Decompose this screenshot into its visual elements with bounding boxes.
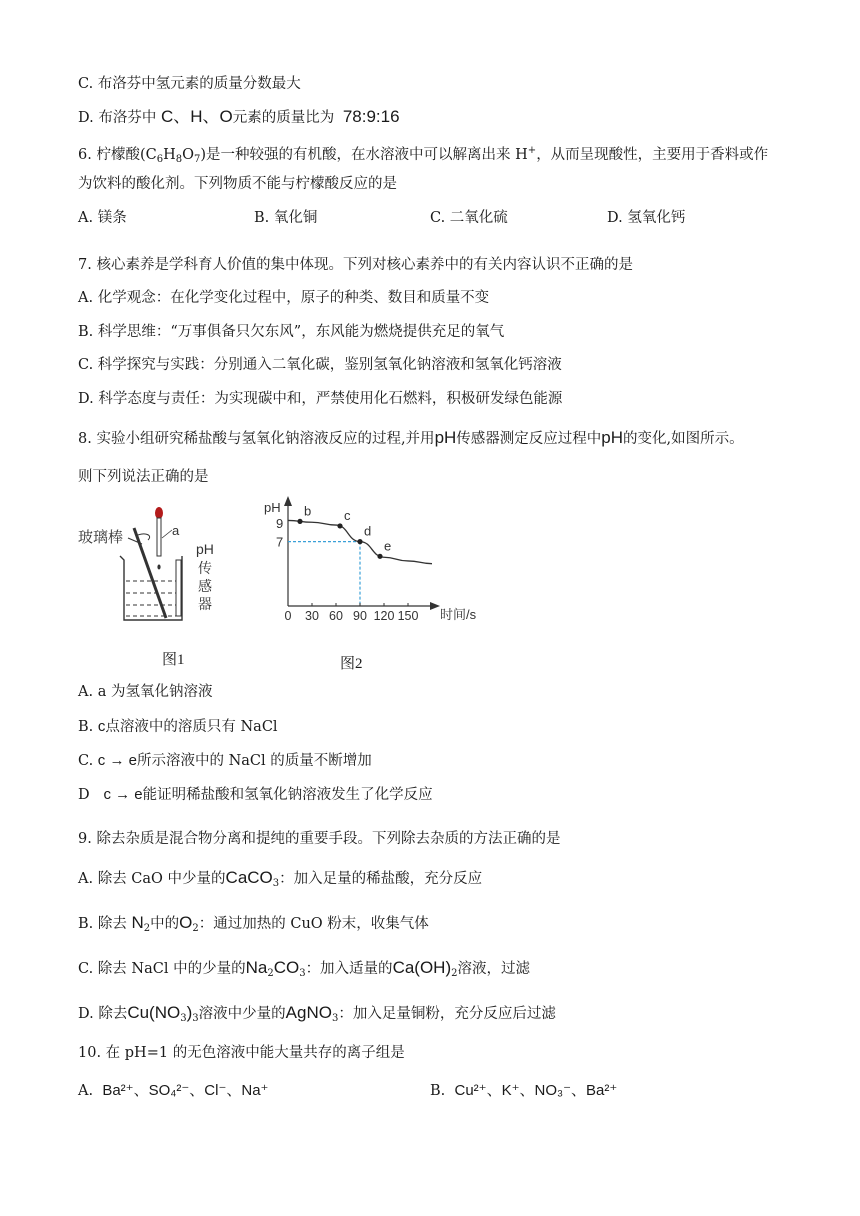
x-axis-arrow bbox=[430, 602, 440, 610]
q9a-t2: ：加入足量的稀盐酸，充分反应 bbox=[279, 871, 483, 887]
figure2-ph-chart bbox=[258, 490, 498, 630]
q9-stem: 9. 除去杂质是混合物分离和提纯的重要手段。下列除去杂质的方法正确的是 bbox=[78, 831, 561, 847]
q8-stem-line1 bbox=[78, 428, 744, 449]
labeled-points bbox=[297, 503, 391, 559]
q8b-text: 点溶液中的溶质只有 NaCl bbox=[105, 719, 278, 735]
q6-t2: H bbox=[163, 147, 176, 163]
sensor-label-2: 传 bbox=[198, 560, 212, 576]
q9c-sub1: 2 bbox=[267, 968, 274, 979]
point-d bbox=[357, 539, 362, 544]
point-b bbox=[297, 519, 302, 524]
y-axis-label: pH bbox=[264, 500, 281, 515]
q9d-sub3: 3 bbox=[331, 1013, 339, 1024]
q8d-range: c → e bbox=[103, 786, 143, 803]
figure2-caption: 图2 bbox=[340, 656, 363, 672]
q6-sub1: 6 bbox=[156, 154, 164, 165]
q5d-text-2: 元素的质量比为 bbox=[232, 110, 335, 126]
q9b-n: N bbox=[131, 913, 144, 932]
q10b-ions: Cu²⁺、K⁺、NO₃⁻、Ba²⁺ bbox=[454, 1082, 618, 1099]
q6-option-d: D. 氢氧化钙 bbox=[607, 210, 686, 226]
q8d-text: 能证明稀盐酸和氢氧化钠溶液发生了化学反应 bbox=[142, 787, 433, 803]
droplet bbox=[157, 565, 160, 570]
q10-option-a bbox=[78, 1081, 268, 1101]
q9-option-b bbox=[78, 913, 429, 939]
q8d-label: D bbox=[78, 787, 90, 803]
q8c-text: 所示溶液中的 NaCl 的质量不断增加 bbox=[136, 753, 372, 769]
q9b-nsub: 2 bbox=[143, 923, 151, 934]
q9c-co: CO bbox=[273, 958, 300, 977]
q9d-t1: D. 除去 bbox=[78, 1006, 128, 1022]
q10a-label: A. bbox=[78, 1083, 94, 1099]
y-tick-label: 9 bbox=[276, 516, 284, 532]
q8-ph2: pH bbox=[601, 428, 624, 447]
q9b-osub: 2 bbox=[192, 923, 199, 934]
point-label-d: d bbox=[364, 523, 372, 539]
q9b-o: O bbox=[179, 913, 193, 932]
q5d-elements: C、H、O bbox=[160, 107, 233, 126]
q8b-point: c bbox=[97, 718, 106, 735]
q9b-t2: 中的 bbox=[150, 916, 180, 932]
figure1-apparatus bbox=[78, 498, 238, 633]
y-tick-label: 7 bbox=[276, 534, 284, 550]
point-e bbox=[377, 554, 382, 559]
x-tick-label: 0 bbox=[284, 609, 292, 623]
q5d-text: D. 布洛芬中 bbox=[78, 110, 157, 126]
q8-ph1: pH bbox=[434, 428, 457, 447]
y-tick-labels bbox=[276, 516, 283, 549]
q9c-t1: C. 除去 NaCl 中的少量的 bbox=[78, 961, 246, 977]
q8b-label: B. bbox=[78, 719, 94, 735]
q7-option-b: B. 科学思维：“万事俱备只欠东风”，东风能为燃烧提供充足的氧气 bbox=[78, 324, 505, 340]
q6-t5: ，从而呈现酸性，主要用于香料或作 bbox=[536, 147, 769, 163]
x-tick-label: 90 bbox=[353, 609, 367, 623]
q6-option-c: C. 二氧化硫 bbox=[430, 210, 508, 226]
point-label-c: c bbox=[344, 507, 351, 523]
q7-option-a: A. 化学观念：在化学变化过程中，原子的种类、数目和质量不变 bbox=[78, 290, 490, 306]
ph-sensor bbox=[176, 560, 181, 616]
q9c-sub3: 2 bbox=[451, 968, 458, 979]
q8-option-d bbox=[78, 785, 433, 805]
q9c-caoh: Ca(OH) bbox=[392, 958, 452, 977]
q9d-ag: AgNO bbox=[285, 1003, 332, 1022]
q7-stem: 7. 核心素养是学科育人价值的集中体现。下列对核心素养中的有关内容认识不正确的是 bbox=[78, 257, 633, 273]
q9d-t2: 溶液中少量的 bbox=[198, 1006, 286, 1022]
q8c-range: c → e bbox=[97, 752, 137, 769]
q8-option-b bbox=[78, 717, 278, 737]
q9d-paren: ) bbox=[186, 1003, 193, 1022]
q9a-formula: CaCO bbox=[225, 868, 273, 887]
q10-option-b bbox=[430, 1081, 617, 1101]
q6-sub2: 8 bbox=[175, 154, 183, 165]
q6-option-b: B. 氧化铜 bbox=[254, 210, 318, 226]
sensor-label-ph: pH bbox=[196, 541, 214, 557]
q8c-label: C. bbox=[78, 753, 94, 769]
q9d-t3: ：加入足量铜粉，充分反应后过滤 bbox=[338, 1006, 556, 1022]
sensor-label-4: 器 bbox=[198, 596, 212, 612]
q9d-sub2: 3 bbox=[192, 1013, 199, 1024]
a-pointer bbox=[162, 530, 172, 538]
point-label-e: e bbox=[384, 538, 392, 554]
q9a-t1: A. 除去 CaO 中少量的 bbox=[78, 871, 226, 887]
q5-option-c: C. 布洛芬中氢元素的质量分数最大 bbox=[78, 76, 301, 92]
reference-lines bbox=[288, 542, 360, 606]
dropper-tube bbox=[157, 518, 161, 556]
point-c bbox=[337, 523, 342, 528]
q9d-sub1: 3 bbox=[180, 1013, 187, 1024]
q6-t1: 6. 柠檬酸(C bbox=[78, 147, 157, 163]
q10a-ions: Ba²⁺、SO₄²⁻、Cl⁻、Na⁺ bbox=[102, 1082, 269, 1099]
rod-label: 玻璃棒 bbox=[78, 529, 124, 546]
x-tick-label: 60 bbox=[329, 609, 343, 623]
dropper-bulb bbox=[155, 507, 163, 519]
q10-stem: 10. 在 pH=1 的无色溶液中能大量共存的离子组是 bbox=[78, 1045, 405, 1061]
q9c-na: Na bbox=[245, 958, 268, 977]
q6-t3: O bbox=[182, 147, 194, 163]
x-axis-label: 时间/s bbox=[440, 607, 477, 622]
sensor-label-3: 感 bbox=[198, 578, 212, 594]
x-tick-label: 120 bbox=[373, 609, 395, 623]
figure1-caption: 图1 bbox=[162, 652, 185, 668]
q6-option-a: A. 镁条 bbox=[78, 210, 127, 226]
q8-option-c bbox=[78, 751, 372, 771]
x-tick-label: 150 bbox=[397, 609, 419, 623]
q7-option-d: D. 科学态度与责任：为实现碳中和，严禁使用化石燃料，积极研发绿色能源 bbox=[78, 391, 563, 407]
q8-t2: 传感器测定反应过程中 bbox=[456, 431, 602, 447]
x-tick-label: 30 bbox=[305, 609, 319, 623]
q10b-label: B. bbox=[430, 1083, 446, 1099]
q9c-sub2: 3 bbox=[299, 968, 306, 979]
q6-stem-line2: 为饮料的酸化剂。下列物质不能与柠檬酸反应的是 bbox=[78, 176, 397, 192]
a-label: a bbox=[172, 523, 180, 538]
q9-option-a bbox=[78, 868, 482, 894]
q8-option-a: A. a 为氢氧化钠溶液 bbox=[78, 684, 213, 700]
point-label-b: b bbox=[304, 503, 312, 519]
y-axis-arrow bbox=[284, 496, 292, 506]
q7-option-c: C. 科学探究与实践：分别通入二氧化碳，鉴别氢氧化钠溶液和氢氧化钙溶液 bbox=[78, 357, 562, 373]
q9a-sub: 3 bbox=[272, 878, 280, 889]
q9c-t2: ：加入适量的 bbox=[305, 961, 393, 977]
q8-t3: 的变化,如图所示。 bbox=[623, 431, 744, 447]
q9d-cu: Cu(NO bbox=[127, 1003, 181, 1022]
q9b-t3: ：通过加热的 CuO 粉末，收集气体 bbox=[198, 916, 429, 932]
q6-stem-line1 bbox=[78, 141, 768, 170]
beaker bbox=[120, 556, 182, 620]
q8-stem-line2: 则下列说法正确的是 bbox=[78, 469, 209, 485]
q6-t4: )是一种较强的有机酸，在水溶液中可以解离出来 H bbox=[200, 147, 528, 163]
q9-option-d bbox=[78, 1003, 556, 1029]
q9c-t3: 溶液，过滤 bbox=[457, 961, 530, 977]
q5-option-d bbox=[78, 107, 400, 128]
q8-t1: 8. 实验小组研究稀盐酸与氢氧化钠溶液反应的过程,并用 bbox=[78, 431, 435, 447]
q6-sub3: 7 bbox=[194, 154, 201, 165]
q5d-ratio: 78:9:16 bbox=[342, 107, 400, 126]
q9-option-c bbox=[78, 958, 530, 984]
q6-sup: + bbox=[527, 145, 537, 156]
q9b-t1: B. 除去 bbox=[78, 916, 127, 932]
